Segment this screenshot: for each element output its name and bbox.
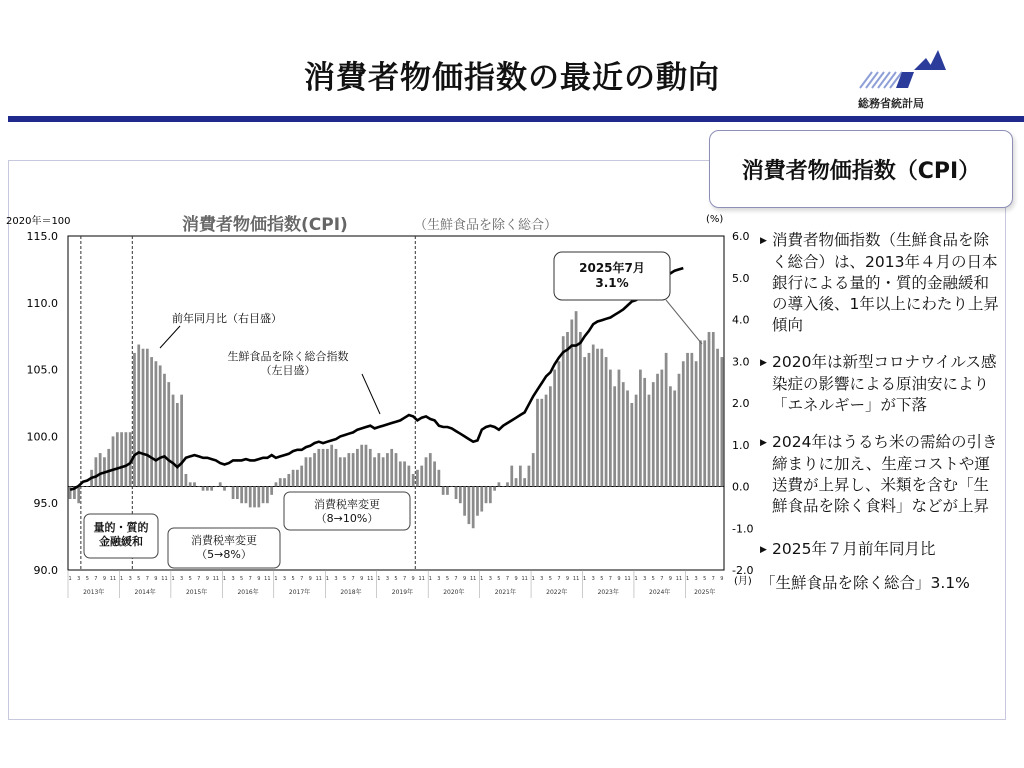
yoy-bar: [296, 470, 299, 487]
month-tick-label: 7: [505, 576, 510, 582]
yoy-bar: [257, 487, 260, 508]
month-tick-label: 9: [102, 576, 107, 582]
bullet-2025-line2: 「生鮮食品を除く総合」3.1%: [760, 574, 970, 592]
month-unit: (月): [734, 576, 752, 587]
yoy-bar: [292, 470, 295, 487]
month-tick-label: 11: [572, 576, 580, 582]
yoy-bar: [305, 457, 308, 486]
right-tick-label: 2.0: [732, 397, 750, 410]
yoy-bar: [279, 478, 282, 486]
month-tick-label: 1: [531, 576, 535, 582]
yoy-bar: [253, 487, 256, 508]
yoy-bar: [425, 457, 428, 486]
year-label: 2020年: [443, 589, 465, 596]
year-label: 2016年: [237, 589, 259, 596]
yoy-bar: [502, 487, 505, 488]
header-rule: [8, 116, 1024, 122]
month-tick-label: 5: [85, 576, 89, 582]
left-tick-label: 105.0: [26, 363, 58, 377]
yoy-bar: [326, 449, 329, 487]
logo-text: 総務省統計局: [858, 97, 924, 110]
month-tick-label: 3: [591, 576, 595, 582]
year-label: 2017年: [288, 589, 311, 596]
yoy-bar: [266, 487, 269, 504]
yoy-bar: [150, 357, 153, 486]
yoy-bar: [450, 487, 453, 488]
yoy-bar: [193, 482, 196, 486]
yoy-bar: [120, 432, 123, 486]
yoy-bar: [300, 466, 303, 487]
month-tick-label: 9: [308, 576, 312, 582]
yoy-bar: [369, 449, 372, 487]
yoy-bar: [377, 453, 380, 486]
right-tick-label: -2.0: [732, 564, 754, 577]
yoy-bar: [605, 357, 608, 486]
yoy-bar: [708, 332, 711, 486]
yoy-bar: [116, 432, 119, 486]
cpi-chart: [6, 208, 754, 608]
month-tick-label: 7: [145, 576, 149, 582]
yoy-bar: [202, 487, 205, 491]
yoy-bar: [172, 395, 175, 487]
yoy-bar: [382, 457, 385, 486]
yoy-bar: [236, 487, 239, 500]
yoy-bar: [566, 332, 569, 486]
right-tick-label: 1.0: [732, 438, 750, 452]
page-title: 消費者物価指数の最近の動向: [304, 60, 720, 96]
yoy-bar: [678, 374, 681, 487]
yoy-bar: [618, 370, 621, 487]
right-tick-label: 5.0: [732, 271, 750, 285]
yoy-bar: [227, 487, 230, 488]
month-tick-label: 5: [240, 576, 244, 582]
yoy-bar: [317, 449, 320, 487]
month-tick-label: 9: [668, 576, 672, 582]
yoy-bar: [480, 487, 483, 512]
yoy-bar: [330, 445, 333, 487]
month-tick-label: 11: [212, 576, 220, 582]
yoy-bar: [180, 395, 183, 487]
yoy-bar: [339, 457, 342, 486]
month-tick-label: 11: [367, 576, 374, 582]
yoy-bar: [609, 370, 612, 487]
month-tick-label: 9: [514, 576, 518, 582]
yoy-bar: [699, 340, 702, 486]
yoy-bar: [322, 449, 325, 487]
bullet-2020: ▶ 2020年は新型コロナウイルス感染症の影響による原油安により「エネルギー」が下落: [760, 352, 1000, 416]
yoy-bar: [82, 487, 85, 488]
yoy-arrow: [160, 326, 180, 348]
month-tick-label: 7: [94, 576, 98, 582]
yoy-bar: [622, 382, 625, 486]
yoy-bar: [459, 487, 462, 504]
yoy-bar: [660, 370, 663, 487]
yoy-bar: [189, 482, 192, 486]
month-tick-label: 9: [411, 576, 415, 582]
month-tick-label: 9: [205, 576, 209, 582]
yoy-bar: [686, 353, 689, 487]
yoy-bar: [197, 487, 200, 488]
latest-annotation: 2025年7月: [579, 261, 645, 275]
yoy-bar: [283, 478, 286, 486]
yoy-bar: [249, 487, 252, 508]
month-tick-label: 7: [608, 576, 612, 582]
yoy-bar: [176, 403, 179, 487]
bullet-2025: [760, 539, 1000, 594]
month-tick-label: 5: [188, 576, 192, 582]
yoy-bar: [506, 482, 509, 486]
year-label: 2015年: [185, 589, 208, 596]
yoy-bar: [639, 370, 642, 487]
month-tick-label: 9: [565, 576, 570, 582]
year-label: 2019年: [391, 589, 414, 596]
bullet-2025-line1: 2025年７月前年同月比: [772, 540, 936, 558]
yoy-bar: [682, 361, 685, 486]
left-axis-unit: 2020年＝100: [6, 216, 71, 227]
yoy-bar: [553, 370, 556, 487]
yoy-bar: [562, 336, 565, 486]
yoy-bar: [596, 349, 599, 487]
yoy-bar: [455, 487, 458, 500]
month-tick-label: 5: [497, 576, 501, 582]
year-label: 2025年: [694, 589, 716, 596]
month-tick-label: 3: [643, 576, 647, 582]
right-tick-label: 4.0: [732, 313, 750, 327]
month-tick-label: 9: [617, 576, 621, 582]
yoy-bar: [107, 449, 110, 487]
yoy-bar: [592, 345, 595, 487]
latest-arrow: [666, 300, 702, 344]
year-label: 2021年: [494, 589, 516, 596]
yoy-bar: [695, 361, 698, 486]
yoy-bar: [407, 466, 410, 487]
yoy-bar: [558, 361, 561, 486]
yoy-bar: [575, 311, 578, 486]
month-tick-label: 1: [274, 576, 278, 582]
yoy-bar: [545, 395, 548, 487]
month-tick-label: 1: [68, 576, 72, 582]
month-tick-label: 3: [488, 576, 492, 582]
yoy-bar: [429, 453, 432, 486]
cpi-heading: 消費者物価指数（CPI）: [741, 158, 981, 184]
yoy-bar: [412, 474, 415, 487]
month-tick-label: 7: [197, 576, 201, 582]
yoy-bar: [373, 457, 376, 486]
yoy-bar: [223, 487, 226, 491]
month-tick-label: 5: [600, 576, 604, 582]
month-tick-label: 11: [161, 576, 168, 582]
core-index-line: [70, 268, 683, 490]
month-tick-label: 11: [469, 576, 477, 582]
month-tick-label: 7: [557, 576, 561, 582]
yoy-bar: [472, 487, 475, 529]
month-tick-label: 11: [418, 576, 425, 582]
yoy-bar: [137, 345, 140, 487]
month-tick-label: 5: [291, 576, 295, 582]
yoy-bar: [613, 386, 616, 486]
month-tick-label: 1: [685, 576, 690, 582]
yoy-bar: [588, 353, 591, 487]
month-tick-label: 3: [694, 576, 698, 582]
month-tick-label: 3: [77, 576, 81, 582]
right-axis-unit: (%): [706, 214, 724, 225]
yoy-bar: [433, 461, 436, 486]
month-tick-label: 3: [231, 576, 235, 582]
yoy-bar: [347, 453, 350, 486]
easing-annotation: 量的・質的: [93, 521, 149, 534]
yoy-bar: [446, 487, 449, 495]
tax1-annotation: （5→8%）: [196, 548, 252, 561]
left-tick-label: 95.0: [33, 497, 58, 511]
yoy-bar: [712, 332, 715, 486]
right-tick-label: -1.0: [732, 522, 754, 536]
left-tick-label: 110.0: [26, 296, 58, 310]
yoy-bar: [313, 453, 316, 486]
year-label: 2024年: [649, 589, 671, 596]
month-tick-label: 1: [480, 576, 484, 582]
yoy-bar: [232, 487, 235, 500]
left-tick-label: 115.0: [26, 230, 58, 243]
yoy-bar: [635, 395, 638, 487]
yoy-bar: [219, 482, 222, 486]
yoy-bar: [365, 445, 368, 487]
yoy-bar: [703, 340, 706, 486]
month-tick-label: 5: [445, 576, 450, 582]
yoy-bar: [485, 487, 488, 504]
yoy-bar: [399, 461, 402, 486]
month-tick-label: 11: [521, 576, 528, 582]
month-tick-label: 11: [675, 576, 683, 582]
yoy-bar: [536, 399, 539, 487]
yoy-bar: [395, 453, 398, 486]
yoy-bar: [390, 449, 393, 487]
month-tick-label: 1: [428, 576, 432, 582]
month-tick-label: 1: [171, 576, 175, 582]
yoy-bar: [420, 466, 423, 487]
yoy-bar: [643, 378, 646, 487]
easing-annotation: 金融緩和: [99, 535, 143, 548]
yoy-bar: [463, 487, 466, 516]
yoy-bar: [142, 349, 145, 487]
month-tick-label: 11: [315, 576, 323, 582]
month-tick-label: 9: [154, 576, 158, 582]
year-label: 2018年: [340, 589, 362, 596]
month-tick-label: 11: [624, 576, 631, 582]
yoy-bar: [287, 474, 290, 487]
yoy-bar: [549, 386, 552, 486]
index-annotation: 生鮮食品を除く総合指数: [227, 350, 349, 363]
month-tick-label: 1: [377, 576, 381, 582]
cpi-heading-box: [709, 130, 1013, 208]
month-tick-label: 7: [351, 576, 355, 582]
index-annotation: （左目盛）: [260, 364, 316, 377]
yoy-bar: [442, 487, 445, 495]
tax2-annotation: （8→10%）: [315, 512, 379, 525]
yoy-bar: [270, 487, 273, 495]
year-label: 2022年: [546, 589, 568, 596]
yoy-annotation: 前年同月比（右目盛）: [172, 312, 282, 325]
yoy-bar: [438, 470, 441, 487]
yoy-bar: [99, 453, 102, 486]
yoy-bar: [720, 357, 723, 486]
yoy-bar: [489, 487, 492, 504]
yoy-bar: [579, 332, 582, 486]
month-tick-label: 9: [360, 576, 364, 582]
yoy-bar: [356, 449, 359, 487]
yoy-bar: [77, 487, 80, 504]
year-label: 2023年: [597, 589, 619, 596]
yoy-bar: [146, 349, 149, 487]
yoy-bar: [86, 487, 89, 488]
yoy-bar: [133, 353, 136, 487]
yoy-bar: [352, 453, 355, 486]
month-tick-label: 7: [454, 576, 458, 582]
bullet-list: [760, 230, 1000, 610]
yoy-bar: [309, 457, 312, 486]
yoy-bar: [673, 390, 676, 486]
yoy-bar: [652, 382, 655, 486]
month-tick-label: 3: [180, 576, 184, 582]
yoy-bar: [125, 432, 128, 486]
yoy-bar: [669, 386, 672, 486]
yoy-bar: [94, 457, 97, 486]
month-tick-label: 7: [300, 576, 304, 582]
yoy-bar: [630, 403, 633, 487]
yoy-bar: [515, 478, 518, 486]
yoy-bar: [155, 361, 158, 486]
month-tick-label: 3: [437, 576, 441, 582]
month-tick-label: 9: [463, 576, 467, 582]
month-tick-label: 11: [109, 576, 117, 582]
month-tick-label: 5: [342, 576, 347, 582]
yoy-bar: [206, 487, 209, 491]
yoy-bar: [215, 487, 218, 488]
month-tick-label: 3: [385, 576, 390, 582]
month-tick-label: 1: [634, 576, 638, 582]
month-tick-label: 7: [660, 576, 664, 582]
month-tick-label: 3: [128, 576, 132, 582]
yoy-bar: [510, 466, 513, 487]
yoy-bar: [528, 466, 531, 487]
yoy-bar: [210, 487, 213, 491]
yoy-bar: [240, 487, 243, 504]
right-tick-label: 3.0: [732, 355, 750, 369]
month-tick-label: 3: [282, 576, 287, 582]
bullet-easing: ▶ 消費者物価指数（生鮮食品を除く総合）は、2013年４月の日本銀行による量的・質的金融緩和の導入後、1年以上にわたり上昇傾向: [760, 230, 1000, 336]
yoy-bar: [690, 353, 693, 487]
month-tick-label: 5: [651, 576, 655, 582]
month-tick-label: 9: [257, 576, 261, 582]
yoy-bar: [540, 399, 543, 487]
yoy-bar: [403, 461, 406, 486]
yoy-bar: [262, 487, 265, 504]
right-tick-label: 6.0: [732, 230, 750, 243]
yoy-bar: [476, 487, 479, 516]
month-tick-label: 9: [720, 576, 724, 582]
yoy-bar: [498, 482, 501, 486]
chart-subtitle: （生鮮食品を除く総合）: [414, 218, 558, 233]
yoy-bar: [600, 349, 603, 487]
month-tick-label: 1: [120, 576, 124, 582]
month-tick-label: 5: [548, 576, 552, 582]
year-label: 2014年: [134, 589, 156, 596]
month-tick-label: 7: [402, 576, 407, 582]
right-tick-label: 0.0: [732, 480, 750, 494]
yoy-bar: [665, 353, 668, 487]
yoy-bar: [245, 487, 248, 504]
month-tick-label: 7: [248, 576, 252, 582]
left-tick-label: 100.0: [26, 430, 58, 444]
tax1-annotation: 消費税率変更: [191, 534, 257, 547]
yoy-bar: [112, 436, 115, 486]
year-label: 2013年: [83, 589, 105, 596]
yoy-bar: [626, 390, 629, 486]
month-tick-label: 3: [540, 576, 544, 582]
yoy-bar: [360, 445, 363, 487]
yoy-bar: [532, 453, 535, 486]
yoy-bar: [416, 470, 419, 487]
month-tick-label: 1: [583, 576, 587, 582]
yoy-bar: [159, 365, 162, 486]
yoy-bar: [163, 374, 166, 487]
left-tick-label: 90.0: [33, 564, 58, 577]
month-tick-label: 1: [325, 576, 329, 582]
month-tick-label: 1: [222, 576, 227, 582]
yoy-bar: [335, 449, 338, 487]
yoy-bar: [493, 487, 496, 491]
month-tick-label: 5: [137, 576, 141, 582]
index-arrow: [362, 374, 380, 414]
chart-title: 消費者物価指数(CPI): [182, 215, 348, 235]
tax2-annotation: 消費税率変更: [314, 498, 380, 511]
yoy-bar: [167, 382, 170, 486]
yoy-bar: [648, 395, 651, 487]
month-tick-label: 3: [334, 576, 338, 582]
yoy-bar: [519, 466, 522, 487]
yoy-bar: [386, 453, 389, 486]
yoy-bar: [523, 478, 526, 486]
month-tick-label: 11: [264, 576, 271, 582]
yoy-bar: [275, 482, 278, 486]
month-tick-label: 7: [711, 576, 715, 582]
yoy-bar: [716, 349, 719, 487]
yoy-bar: [583, 357, 586, 486]
month-tick-label: 5: [394, 576, 398, 582]
latest-annotation: 3.1%: [595, 276, 629, 290]
yoy-bar: [656, 374, 659, 487]
yoy-bar: [185, 474, 188, 487]
yoy-bar: [343, 457, 346, 486]
yoy-bar: [468, 487, 471, 525]
bullet-2024: ▶ 2024年はうるち米の需給の引き締まりに加え、生産コストや運送費が上昇し、米類を含む「生鮮食品を除く食料」などが上昇: [760, 432, 1000, 517]
month-tick-label: 5: [703, 576, 707, 582]
